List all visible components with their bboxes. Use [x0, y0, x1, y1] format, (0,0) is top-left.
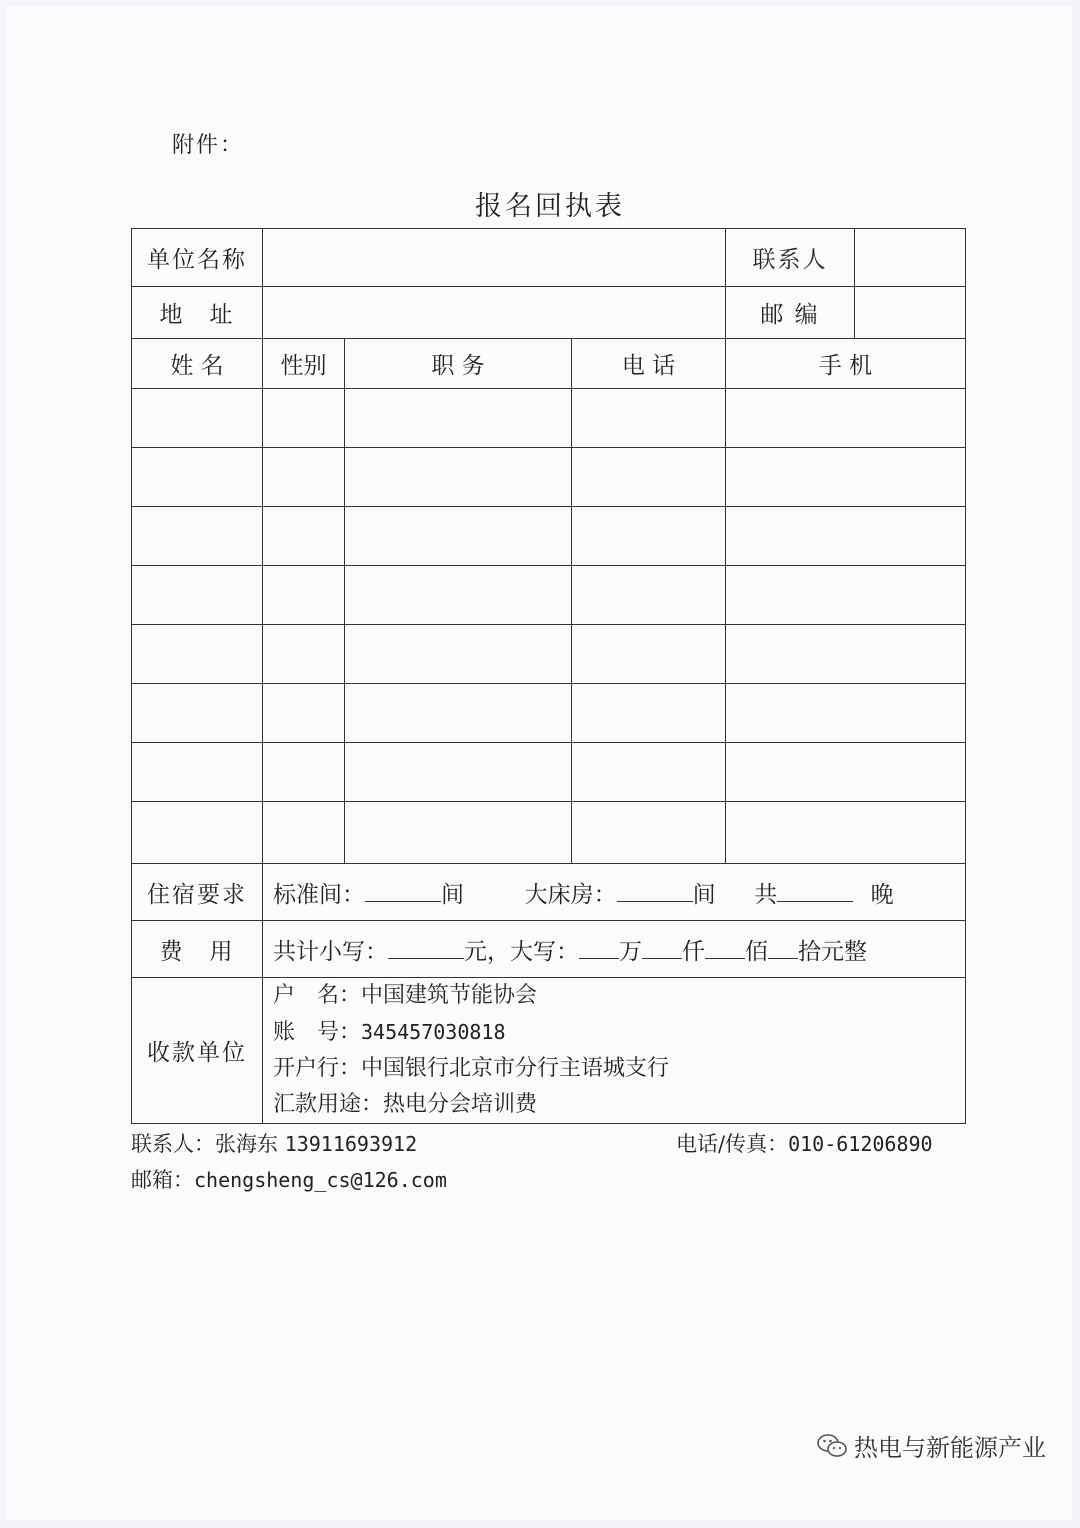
unit-name-field[interactable] — [263, 229, 726, 287]
table-row — [132, 566, 966, 625]
fee-label: 费 用 — [132, 921, 263, 978]
lodging-field: 标准间： 间 大床房： 间 共 晚 — [263, 864, 966, 921]
address-label: 地 址 — [132, 287, 263, 339]
table-row — [132, 448, 966, 507]
account-name: 户 名：中国建筑节能协会 — [273, 983, 538, 1008]
fee-field: 共计小写： 元，大写： 万 仟 佰 拾元整 — [263, 921, 966, 978]
account-number-line: 账 号：345457030818 — [273, 1020, 506, 1045]
fee-lowercase-blank[interactable] — [388, 938, 464, 959]
payee-label: 收款单位 — [132, 978, 263, 1124]
bank-name: 开户行：中国银行北京市分行主语城支行 — [273, 1056, 670, 1081]
table-row — [132, 802, 966, 864]
footer-email: 邮箱：chengsheng_cs@126.com — [131, 1168, 447, 1192]
contact-phone: 13911693912 — [284, 1132, 418, 1156]
fax-number: 010-61206890 — [788, 1132, 933, 1156]
registration-form-table — [131, 228, 966, 1124]
col-mobile-header: 手 机 — [726, 339, 966, 389]
lodging-label: 住宿要求 — [132, 864, 263, 921]
account-number: 345457030818 — [361, 1020, 506, 1044]
attendee-rows — [132, 389, 966, 864]
form-title: 报名回执表 — [475, 191, 625, 222]
table-row — [132, 507, 966, 566]
col-gender-header: 性别 — [263, 339, 345, 389]
table-row — [132, 684, 966, 743]
contact-label: 联系人 — [726, 229, 855, 287]
col-name-header: 姓 名 — [132, 339, 263, 389]
contact-field[interactable] — [855, 229, 966, 287]
table-row — [132, 625, 966, 684]
footer-fax: 电话/传真：010-61206890 — [676, 1132, 933, 1156]
col-phone-header: 电 话 — [572, 339, 726, 389]
address-field[interactable] — [263, 287, 726, 339]
unit-name-label: 单位名称 — [132, 229, 263, 287]
table-row — [132, 389, 966, 448]
payee-info — [263, 978, 966, 1124]
col-position-header: 职 务 — [345, 339, 572, 389]
payment-purpose: 汇款用途：热电分会培训费 — [273, 1092, 538, 1117]
table-row — [132, 743, 966, 802]
wechat-icon — [816, 1433, 848, 1459]
email-address[interactable]: chengsheng_cs@126.com — [194, 1168, 447, 1192]
postcode-field[interactable] — [855, 287, 966, 339]
standard-room-blank[interactable] — [365, 881, 441, 902]
watermark-text: 热电与新能源产业 — [854, 1434, 1046, 1462]
nights-blank[interactable] — [777, 881, 853, 902]
watermark — [816, 1428, 1046, 1463]
footer-contact: 联系人：张海东 13911693912 — [131, 1132, 418, 1156]
attachment-label: 附件： — [172, 133, 245, 158]
king-room-blank[interactable] — [617, 881, 693, 902]
postcode-label: 邮 编 — [726, 287, 855, 339]
